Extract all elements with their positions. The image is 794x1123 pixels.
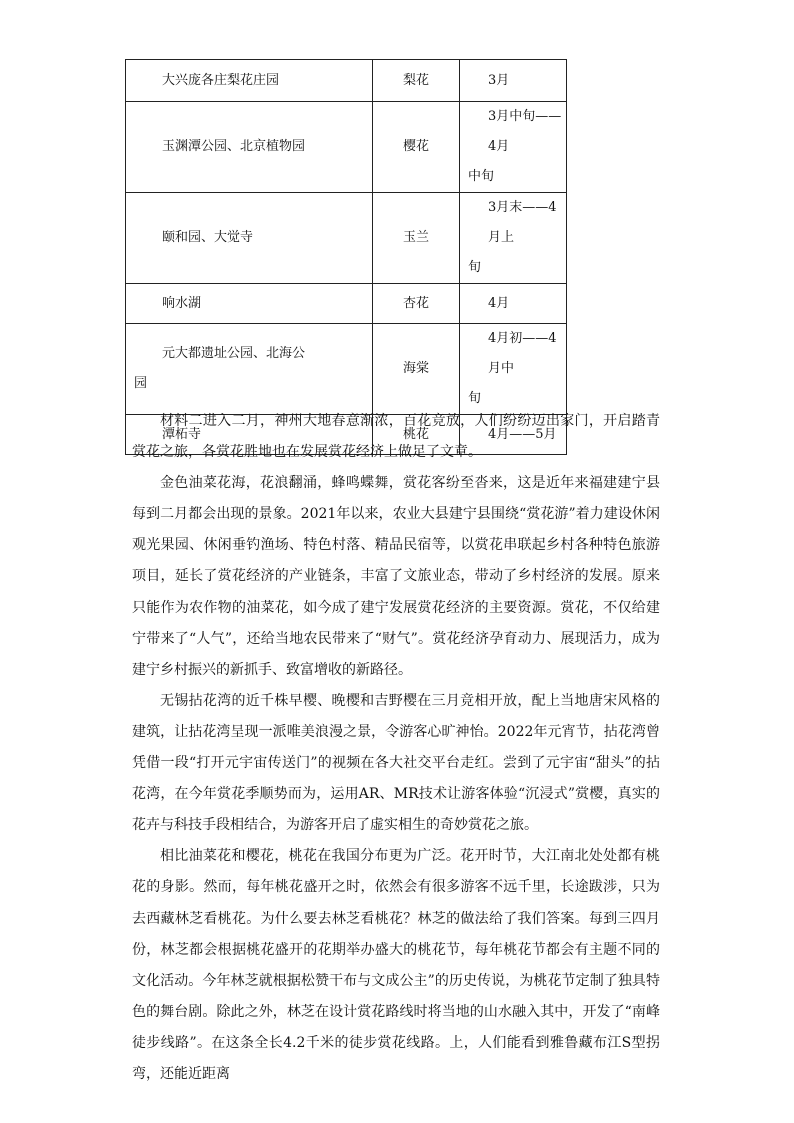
paragraph: 相比油菜花和樱花，桃花在我国分布更为广泛。花开时节，大江南北处处都有桃花的身影。然而，每年桃花盛开之时，依然会有很多游客不远千里，长途跋涉，只为去西藏林芝看桃花。为什么要去林芝看桃花？林芝的做法给了我们答案。每到三四月份，林芝都会根据桃花盛开的花期举办盛大的桃花节，每年桃花节都会有主题不同的文化活动。今年林芝就根据松赞干布与文成公主”的历史传说，为桃花节定制了独具特色的舞台剧。除此之外，林芝在设计赏花路线时将当地的山水融入其中，开发了“南峰徒步线路”。在这条全长4.2千米的徒步赏花线路。上，人们能看到雅鲁藏布江S型拐弯，还能近距离 bbox=[132, 848, 660, 1082]
flower-cell: 梨花 bbox=[373, 60, 460, 102]
flower-cell: 桃花 bbox=[373, 415, 460, 455]
place-cell: 玉渊潭公园、北京植物园 bbox=[126, 102, 373, 193]
place-cell: 大兴庞各庄梨花庄园 bbox=[126, 60, 373, 102]
place-cell: 响水湖 bbox=[126, 284, 373, 324]
paragraph: 材料二进入二月，神州大地春意渐浓，百花竞放，人们纷纷迈出家门，开启踏青赏花之旅，各赏花胜地也在发展赏花经济上做足了文章。 bbox=[132, 413, 660, 461]
flower-cell: 海棠 bbox=[373, 324, 460, 415]
flower-viewing-table bbox=[125, 59, 567, 455]
time-cell: 3月 bbox=[460, 60, 567, 102]
place-cell bbox=[126, 324, 373, 415]
time-cell bbox=[460, 102, 567, 193]
table-row bbox=[126, 284, 567, 324]
table-row bbox=[126, 193, 567, 284]
table-row bbox=[126, 324, 567, 415]
time-cell: 4月 bbox=[460, 284, 567, 324]
place-cell: 颐和园、大觉寺 bbox=[126, 193, 373, 284]
place-cell: 潭柘寺 bbox=[126, 415, 373, 455]
table-row bbox=[126, 102, 567, 193]
time-line-wrap: 旬 bbox=[468, 260, 482, 275]
time-line: 4月初——4月中 bbox=[488, 331, 557, 376]
time-cell bbox=[460, 193, 567, 284]
place-line-wrap: 园 bbox=[134, 376, 148, 391]
time-line-wrap: 旬 bbox=[468, 391, 482, 406]
paragraph: 无锡拈花湾的近千株早樱、晚樱和吉野樱在三月竞相开放，配上当地唐宋风格的建筑，让拈花湾呈现一派唯美浪漫之景，令游客心旷神怡。2022年元宵节，拈花湾曾凭借一段“打开元宇宙传送门”的视频在各大社交平台走红。尝到了元宇宙“甜头”的拈花湾，在今年赏花季顺势而为，运用AR、MR技术让游客体验“沉浸式”赏樱，真实的花卉与科技手段相结合，为游客开启了虚实相生的奇妙赏花之旅。 bbox=[132, 692, 660, 834]
flower-cell: 杏花 bbox=[373, 284, 460, 324]
time-cell bbox=[460, 324, 567, 415]
time-line: 3月中旬——4月 bbox=[488, 109, 562, 154]
time-line-wrap: 中旬 bbox=[468, 169, 495, 184]
paragraph: 金色油菜花海，花浪翻涌，蜂鸣蝶舞，赏花客纷至沓来，这是近年来福建建宁县每到二月都会出现的景象。2021年以来，农业大县建宁县围绕“赏花游”着力建设休闲观光果园、休闲垂钓渔场、特色村落、精品民宿等，以赏花串联起乡村各种特色旅游项目，延长了赏花经济的产业链条，丰富了文旅业态，带动了乡村经济的发展。原来只能作为农作物的油菜花，如今成了建宁发展赏花经济的主要资源。赏花，不仅给建宁带来了“人气”，还给当地农民带来了“财气”。赏花经济孕育动力、展现活力，成为建宁乡村振兴的新抓手、致富增收的新路径。 bbox=[132, 475, 660, 678]
article-body bbox=[132, 406, 660, 1090]
flower-cell: 樱花 bbox=[373, 102, 460, 193]
time-cell: 4月——5月 bbox=[460, 415, 567, 455]
place-line: 元大都遗址公园、北海公 bbox=[162, 346, 306, 361]
table-row bbox=[126, 60, 567, 102]
time-line: 3月末——4月上 bbox=[488, 200, 557, 245]
flower-cell: 玉兰 bbox=[373, 193, 460, 284]
